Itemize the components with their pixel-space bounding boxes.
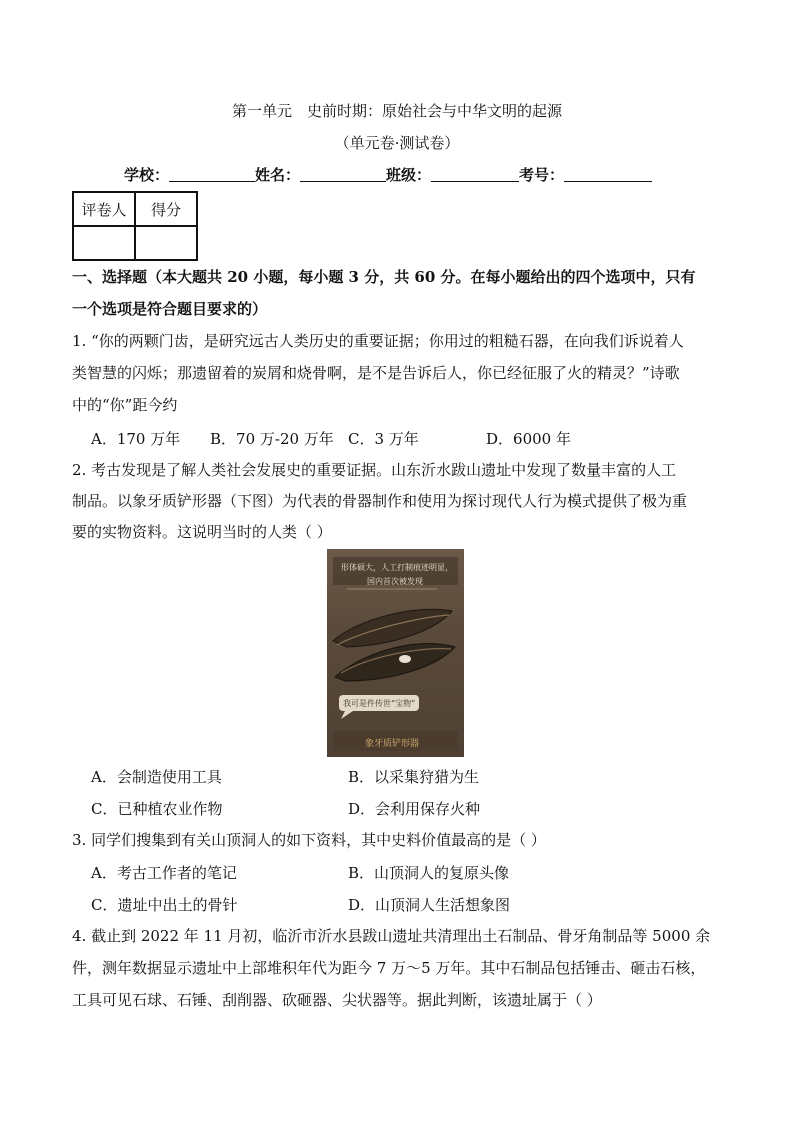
- grader-header: 评卷人: [73, 192, 135, 226]
- number-field[interactable]: [564, 167, 652, 182]
- q3-option-a[interactable]: A．考古工作者的笔记: [91, 864, 237, 882]
- q2-stem-line2: 制品。以象牙质铲形器（下图）为代表的骨器制作和使用为探讨现代人行为模式提供了极为重: [72, 492, 688, 510]
- q3-stem: 3. 同学们搜集到有关山顶洞人的如下资料，其中史料价值最高的是（ ）: [72, 831, 546, 849]
- q1-stem-line3: 中的“你”距今约: [72, 396, 178, 414]
- q2-stem-line1: 2. 考古发现是了解人类社会发展史的重要证据。山东沂水跋山遗址中发现了数量丰富的人工: [72, 461, 677, 479]
- q2-option-b[interactable]: B．以采集狩猎为生: [348, 768, 480, 786]
- q2-option-c[interactable]: C．已种植农业作物: [91, 800, 223, 818]
- q2-option-a[interactable]: A．会制造使用工具: [91, 768, 222, 786]
- score-header: 得分: [135, 192, 197, 226]
- q1-option-d[interactable]: D．6000 年: [486, 430, 571, 448]
- q4-stem-line3: 工具可见石球、石锤、刮削器、砍砸器、尖状器等。据此判断，该遗址属于（ ）: [72, 991, 602, 1009]
- number-label: 考号：: [519, 166, 565, 184]
- page-subtitle: （单元卷·测试卷）: [334, 134, 460, 152]
- page-title: 第一单元 史前时期：原始社会与中华文明的起源: [231, 102, 562, 120]
- q4-stem-line2: 件，测年数据显示遗址中上部堆积年代为距今 7 万～5 万年。其中石制品包括锤击、砸击石核，: [72, 959, 706, 977]
- school-label: 学校：: [124, 166, 170, 184]
- q2-option-d[interactable]: D．会利用保存火种: [348, 800, 481, 818]
- figure-caption-line2: 国内首次被发现: [367, 577, 423, 586]
- q1-option-c[interactable]: C．3 万年: [348, 430, 419, 448]
- ivory-shovel-figure: [327, 549, 464, 757]
- q1-stem-line2: 类智慧的闪烁；那遗留着的炭屑和烧骨啊，是不是告诉后人，你已经征服了火的精灵？”诗歌: [72, 364, 680, 382]
- name-field[interactable]: [300, 167, 386, 182]
- score-cell[interactable]: [135, 226, 197, 260]
- q2-stem-line3: 要的实物资料。这说明当时的人类（ ）: [72, 523, 332, 541]
- section-heading: 一、选择题（本大题共 20 小题，每小题 3 分，共 60 分。在每小题给出的四个选项中，只有: [72, 268, 696, 286]
- q1-option-b[interactable]: B．70 万-20 万年: [210, 430, 334, 448]
- school-field[interactable]: [169, 167, 255, 182]
- class-label: 班级：: [386, 166, 432, 184]
- student-info-row: [124, 164, 684, 185]
- figure-label: 象牙质铲形器: [365, 739, 420, 749]
- grader-cell[interactable]: [73, 226, 135, 260]
- q3-option-b[interactable]: B．山顶洞人的复原头像: [348, 864, 510, 882]
- name-label: 姓名：: [255, 166, 301, 184]
- q3-option-c[interactable]: C．遗址中出土的骨针: [91, 896, 238, 914]
- section-heading-cont: 一个选项是符合题目要求的）: [72, 300, 268, 318]
- figure-caption-line1: 形体硕大，人工打制痕迹明显，: [341, 563, 453, 572]
- q1-stem-line1: 1. “你的两颗门齿，是研究远古人类历史的重要证据；你用过的粗糙石器，在向我们诉说着人: [72, 332, 684, 350]
- figure-speech-bubble: 我可是件传世“宝物”: [343, 699, 416, 708]
- q4-stem-line1: 4. 截止到 2022 年 11 月初，临沂市沂水县跋山遗址共清理出土石制品、骨牙角制品等 5000 余: [72, 927, 711, 945]
- score-table: [72, 191, 198, 261]
- class-field[interactable]: [431, 167, 519, 182]
- q1-option-a[interactable]: A．170 万年: [91, 430, 181, 448]
- q3-option-d[interactable]: D．山顶洞人生活想象图: [348, 896, 511, 914]
